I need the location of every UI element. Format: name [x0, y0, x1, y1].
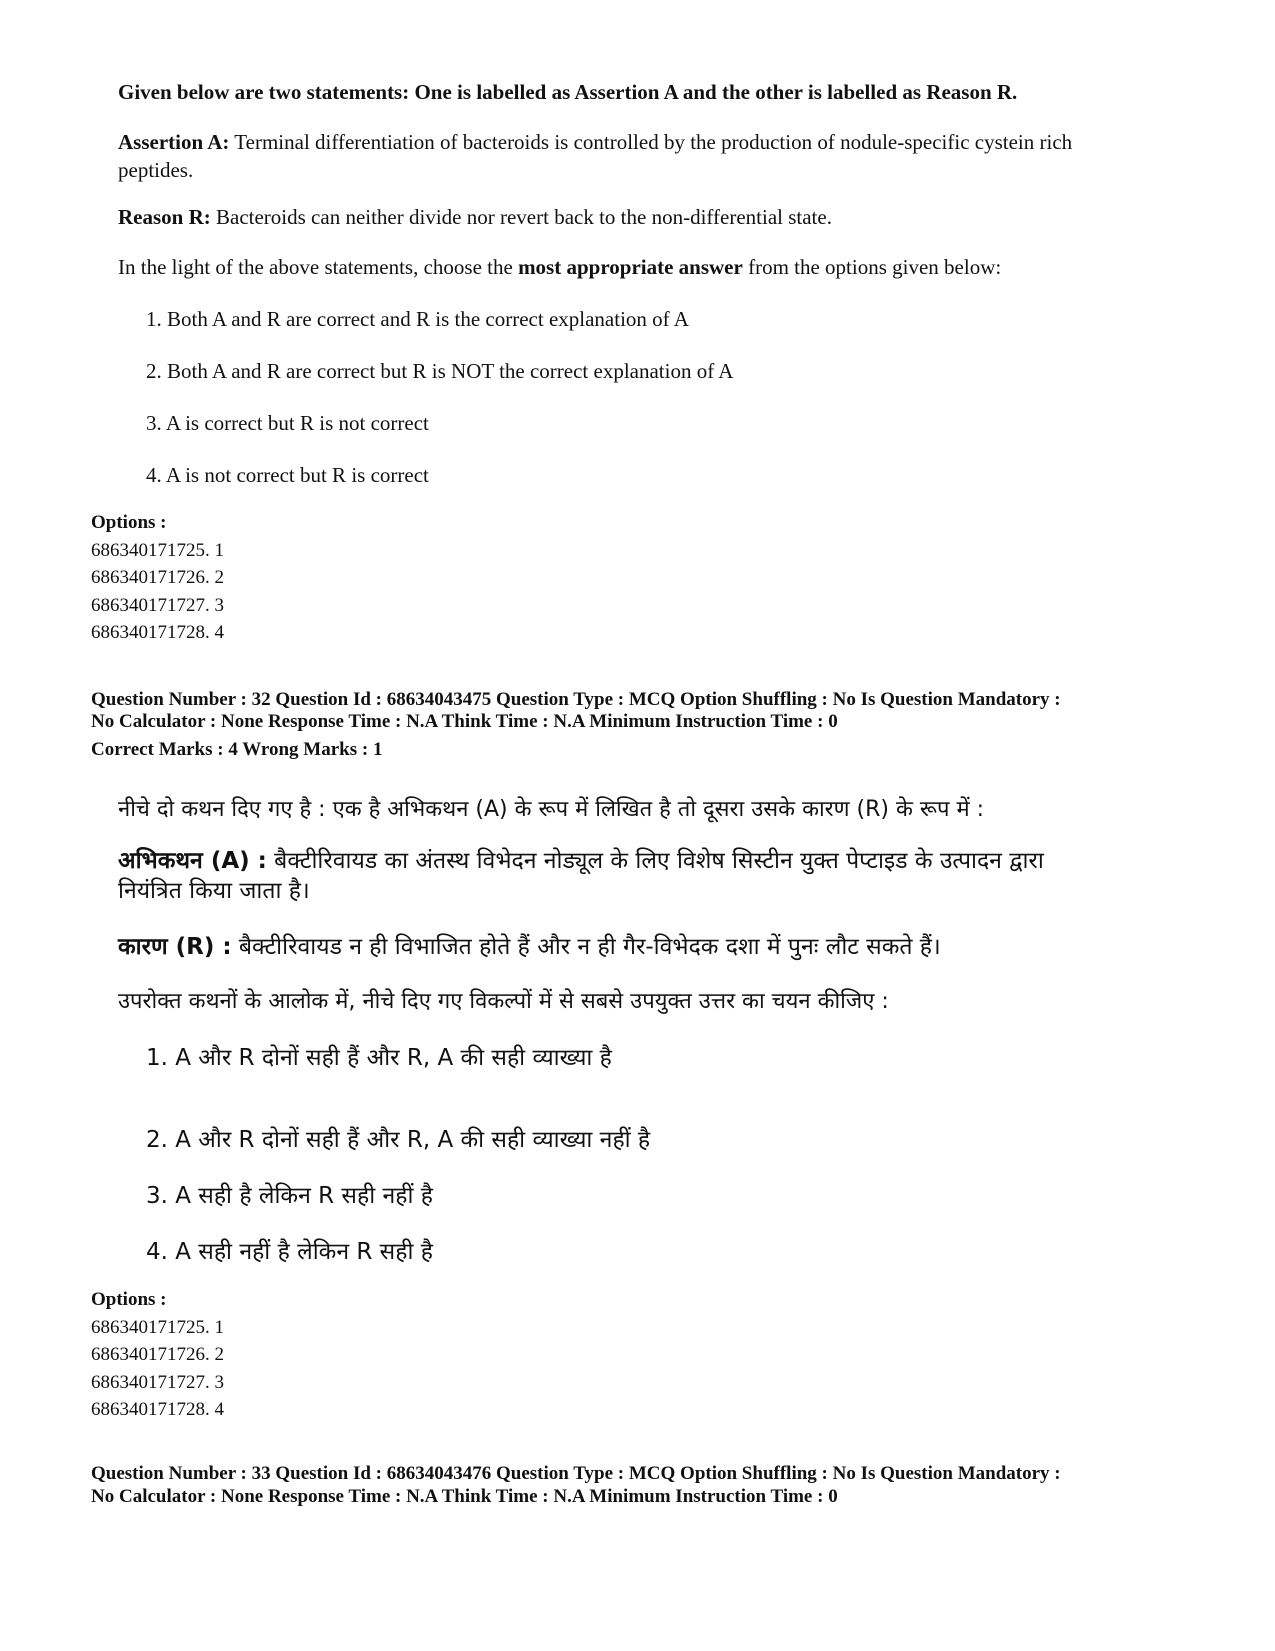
q31-choice-3: 3. A is correct but R is not correct — [146, 411, 429, 435]
q32-option-2: 686340171726. 2 — [91, 1344, 224, 1365]
q32-reason — [118, 929, 941, 961]
q31-assertion — [118, 128, 1128, 184]
q32-choice-3: 3. A सही है लेकिन R सही नहीं है — [146, 1183, 433, 1209]
q31-option-3: 686340171727. 3 — [91, 595, 224, 616]
q32-choice-2: 2. A और R दोनों सही हैं और R, A की सही व्याख्या नहीं है — [146, 1127, 651, 1153]
q32-meta-line-1: Question Number : 32 Question Id : 68634043475 Question Type : MCQ Option Shuffling : No Is Question Mandatory : — [91, 689, 1061, 710]
q33-meta-line-1: Question Number : 33 Question Id : 68634043476 Question Type : MCQ Option Shuffling : No Is Question Mandatory : — [91, 1463, 1061, 1484]
q32-instruction: उपरोक्त कथनों के आलोक में, नीचे दिए गए विकल्पों में से सबसे उपयुक्त उत्तर का चयन कीजिए : — [118, 989, 889, 1014]
q31-option-1: 686340171725. 1 — [91, 540, 224, 561]
q32-meta-line-3: Correct Marks : 4 Wrong Marks : 1 — [91, 739, 383, 760]
q31-instruction-pre: In the light of the above statements, choose the — [118, 255, 519, 279]
q31-assertion-text: Terminal differentiation of bacteroids is controlled by the production of nodule-specific cystein rich peptides. — [118, 130, 1073, 182]
q32-options-label: Options : — [91, 1289, 167, 1310]
q33-meta-line-2: No Calculator : None Response Time : N.A Think Time : N.A Minimum Instruction Time : 0 — [91, 1486, 838, 1507]
q32-option-3: 686340171727. 3 — [91, 1372, 224, 1393]
q31-choice-2: 2. Both A and R are correct but R is NOT the correct explanation of A — [146, 359, 734, 383]
q32-choice-4: 4. A सही नहीं है लेकिन R सही है — [146, 1239, 433, 1265]
q32-assertion-text: बैक्टीरिवायड का अंतस्थ विभेदन नोड्यूल के लिए विशेष सिस्टीन युक्त पेप्टाइड के उत्पादन द्वारा नियंत्रित किया जाता है। — [118, 848, 1044, 904]
q31-choice-1: 1. Both A and R are correct and R is the correct explanation of A — [146, 307, 689, 331]
q32-assertion — [118, 846, 1098, 906]
q31-reason-text: Bacteroids can neither divide nor revert back to the non-differential state. — [210, 205, 832, 229]
q32-intro: नीचे दो कथन दिए गए है : एक है अभिकथन (A) के रूप में लिखित है तो दूसरा उसके कारण (R) के रूप में : — [118, 797, 985, 822]
q31-assertion-label: Assertion A: — [118, 130, 230, 154]
q32-meta-line-2: No Calculator : None Response Time : N.A Think Time : N.A Minimum Instruction Time : 0 — [91, 711, 838, 732]
q32-reason-text: बैक्टीरिवायड न ही विभाजित होते हैं और न ही गैर-विभेदक दशा में पुनः लौट सकते हैं। — [231, 934, 941, 960]
q32-reason-label: कारण (R) : — [118, 934, 232, 960]
q31-intro: Given below are two statements: One is labelled as Assertion A and the other is labelled as Reason R. — [118, 80, 1018, 104]
q32-option-4: 686340171728. 4 — [91, 1399, 224, 1420]
q31-instruction-post: from the options given below: — [742, 255, 1002, 279]
q31-option-4: 686340171728. 4 — [91, 622, 224, 643]
q32-assertion-label: अभिकथन (A) : — [118, 848, 267, 874]
q31-instruction — [118, 255, 1001, 280]
q31-choice-4: 4. A is not correct but R is correct — [146, 463, 429, 487]
q31-option-2: 686340171726. 2 — [91, 567, 224, 588]
q31-instruction-bold: most appropriate answer — [518, 255, 743, 279]
q32-option-1: 686340171725. 1 — [91, 1317, 224, 1338]
q31-reason-label: Reason R: — [118, 205, 211, 229]
q32-choice-1: 1. A और R दोनों सही हैं और R, A की सही व्याख्या है — [146, 1045, 612, 1071]
q31-reason — [118, 205, 832, 230]
q31-options-label: Options : — [91, 512, 167, 533]
